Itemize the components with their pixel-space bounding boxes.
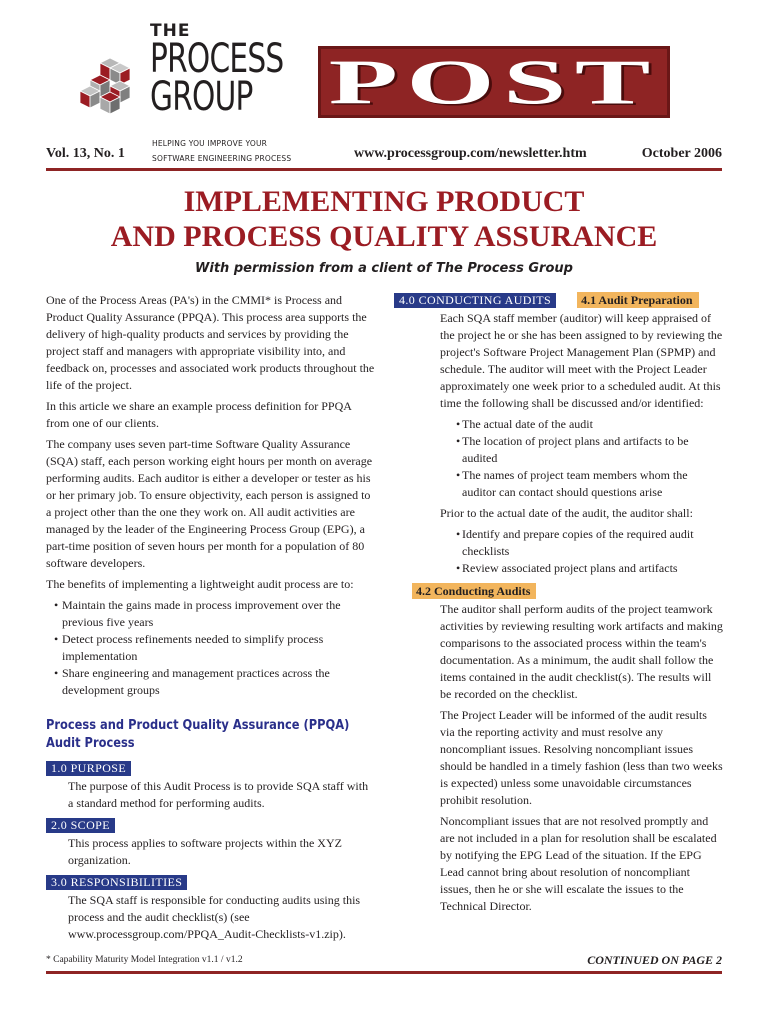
responsibilities-text: The SQA staff is responsible for conducting audits using this process and the audit checklist(s) (see www.processgroup.com/PPQA_Audit-Checklists-v1.zip). [68,893,361,941]
list-item: • Maintain the gains made in process improvement over the previous five years [46,597,376,631]
issue-date: October 2006 [641,146,722,161]
intro-paragraph: One of the Process Areas (PA's) in the CMMI* is Process and Product Quality Assurance (PPQA). This process area supports the delivery of high-quality products and services by providing the project staff and managers with appropriate visibility into, and feedback on, processes and associated work products throughout the life of the project. [46,293,375,392]
purpose-text: The purpose of this Audit Process is to provide SQA staff with a standard method for performing audits. [68,779,369,810]
conducting-audits-paragraph: The Project Leader will be informed of the audit results via the reporting activity and must resolve any noncompliant issues. Resolving noncompliant issues should be handled in a timely fashion (less than two weeks is expected) unless some unavoidable circumstances prohibit resolution. [440,708,723,807]
list-item: • Identify and prepare copies of the required audit checklists [448,526,724,560]
benefits-list [46,597,376,699]
list-item: • Review associated project plans and artifacts [448,560,724,577]
volume-number: Vol. 13, No. 1 [46,146,125,161]
prior-to-audit-paragraph: Prior to the actual date of the audit, the auditor shall: [440,506,693,520]
article-subtitle: With permission from a client of The Process Group [195,261,573,276]
tagline-line2: SOFTWARE ENGINEERING PROCESS [152,154,292,163]
article-title [0,184,768,254]
logo-group: GROUP [150,74,253,120]
continued-link[interactable]: CONTINUED ON PAGE 2 [587,953,722,967]
newsletter-url[interactable]: www.processgroup.com/newsletter.htm [354,146,587,161]
benefits-intro: The benefits of implementing a lightweight audit process are to: [46,577,354,591]
title-line1: IMPLEMENTING PRODUCT [183,185,585,218]
subsection-conducting-audits-tag: 4.2 Conducting Audits [412,583,536,599]
ppqa-heading-line1: Process and Product Quality Assurance (PPQA) [46,718,350,733]
left-column [46,292,376,947]
post-title: POST [328,45,660,118]
conducting-audits-paragraph: The auditor shall perform audits of the project teamwork activities by reviewing resulting work artifacts and making comparisons to the associated process within the team's documentation. As a minimum, the audit shall follow the items contained in the audit checklist(s). The results will be recorded on the checklist. [440,602,723,701]
section-scope-tag: 2.0 SCOPE [46,818,115,833]
list-item: • The location of project plans and artifacts to be audited [448,433,724,467]
conducting-audits-paragraph: Noncompliant issues that are not resolved promptly and are not included in a plan for resolution shall be escalated by notifying the EPG Lead of the situation. If the EPG Lead cannot bring about resolution of noncompliant issues, then he or she will escalate the issues to the Technical Director. [440,814,717,913]
list-item: • The actual date of the audit [448,416,724,433]
audit-preparation-body [394,310,724,577]
right-column [394,290,724,919]
process-group-logo-icon [80,54,140,120]
logo-the: THE [150,21,191,41]
title-line2: AND PROCESS QUALITY ASSURANCE [110,220,658,253]
list-item: • Share engineering and management practices across the development groups [46,665,376,699]
list-item: • Detect process refinements needed to simplify process implementation [46,631,376,665]
bottom-divider [46,971,722,974]
footnote: * Capability Maturity Model Integration v1.1 / v1.2 [46,955,243,965]
issue-info-bar [46,146,722,166]
audit-preparation-paragraph: Each SQA staff member (auditor) will keep appraised of the project he or she has been assigned to by reviewing the project's Software Project Management Plan (SPMP) and schedule. The auditor will meet with the Project Leader approximately one week prior to a scheduled audit. At this time the following shall be discussed and/or identified: [440,311,723,410]
logo-wordmark [150,21,330,120]
intro-paragraph: In this article we share an example process definition for PPQA from one of our clients. [46,399,352,430]
tagline-line1: HELPING YOU IMPROVE YOUR [152,139,268,148]
logo-process: PROCESS [150,36,284,82]
prior-actions-list [440,526,724,577]
subsection-audit-preparation-tag: 4.1 Audit Preparation [577,292,698,308]
section-conducting-audits-tag: 4.0 CONDUCTING AUDITS [394,293,556,308]
section-purpose-tag: 1.0 PURPOSE [46,761,131,776]
post-banner [318,46,670,118]
section-responsibilities-tag: 3.0 RESPONSIBILITIES [46,875,187,890]
intro-paragraph: The company uses seven part-time Software Quality Assurance (SQA) staff, each person working eight hours per month on average performing audits. Each auditor is either a developer or tester as his or her primary job. To ensure objectivity, each person is assigned to a project other than the one they work on. All audit activities are managed by the leader of the Engineering Process Group (EPG), a part-time position of seven hours per month for a population of 80 software developers. [46,437,373,570]
conducting-audits-body [394,601,724,915]
top-divider [46,168,722,171]
list-item: • The names of project team members whom the auditor can contact should questions arise [448,467,724,501]
ppqa-heading-line2: Audit Process [46,736,135,751]
discussion-list [440,416,724,501]
ppqa-heading [46,717,376,753]
scope-text: This process applies to software projects within the XYZ organization. [68,836,342,867]
